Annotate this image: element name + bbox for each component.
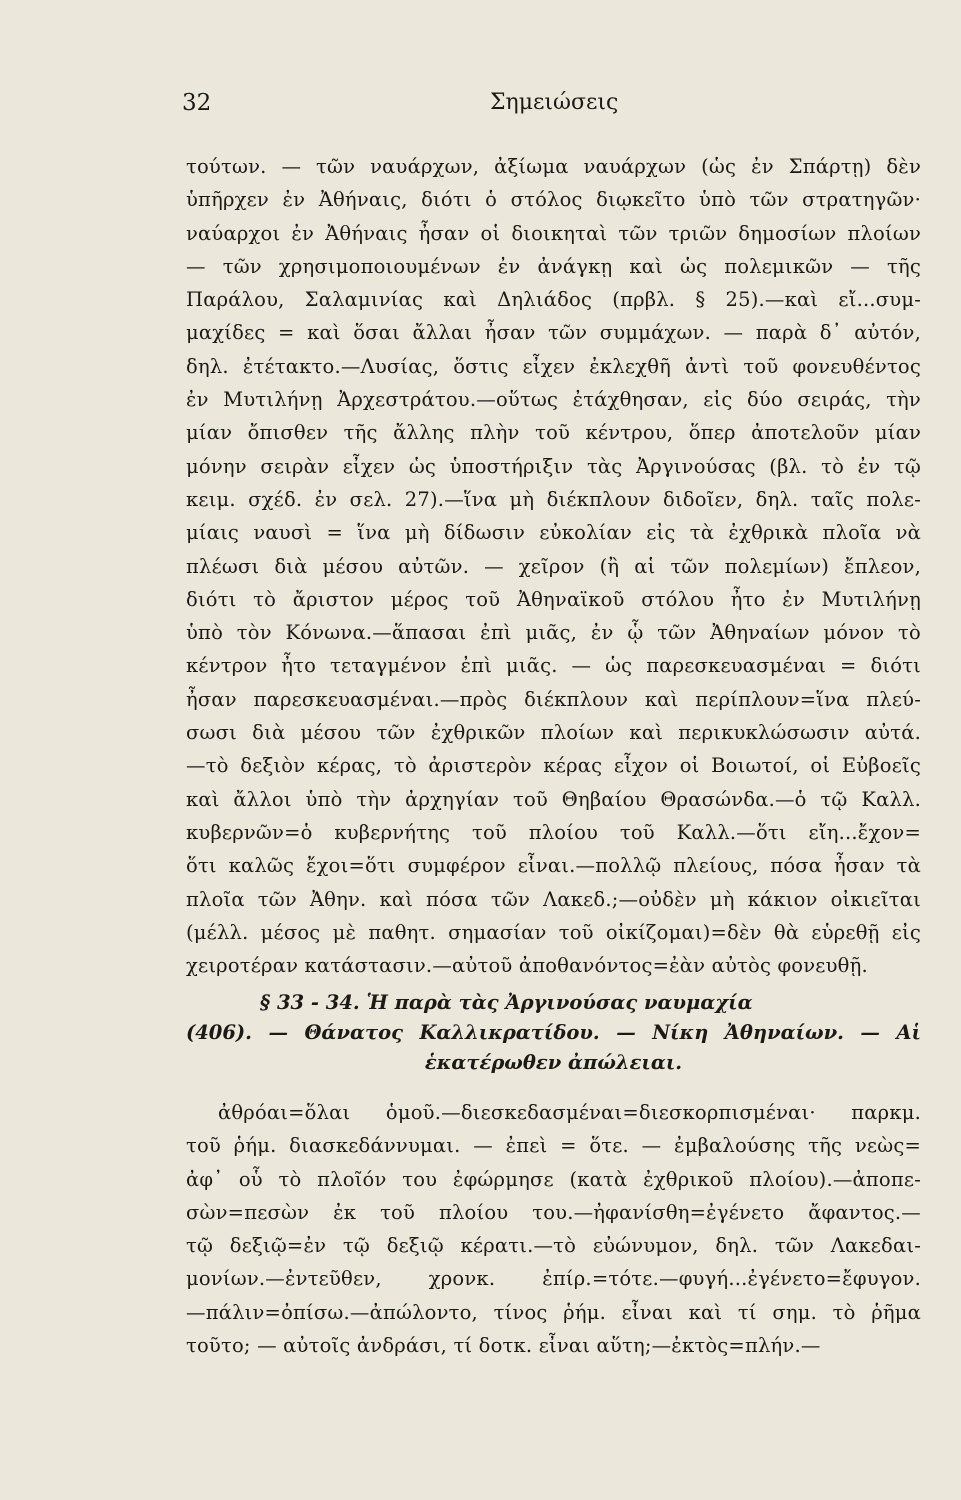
text-line: —τὸ δεξιὸν κέρας, τὸ ἀριστερὸν κέρας εἶχον οἱ Βοιωτοί, οἱ Εὐβοεῖς [186, 754, 921, 778]
text-line: μαχίδες = καὶ ὅσαι ἄλλαι ἦσαν τῶν συμμάχων. — παρὰ δ᾿ αὐτόν, [186, 321, 921, 345]
text-line: μίαν ὄπισθεν τῆς ἄλλης πλὴν τοῦ κέντρου, ὅπερ ἀποτελοῦν μίαν [186, 421, 921, 445]
heading-line: ἑκατέρωθεν ἀπώλειαι. [424, 1051, 683, 1074]
notes-paragraph [186, 150, 921, 982]
text-line: μόνην σειρὰν εἶχεν ὡς ὑποστήριξιν τὰς Ἀργινούσας (βλ. τὸ ἐν τῷ [186, 454, 921, 478]
text-line: τοῦ ῥήμ. διασκεδάννυμαι. — ἐπεὶ = ὅτε. — ἐμβαλούσης τῆς νεὼς= [186, 1134, 921, 1158]
text-line: τῷ δεξιῷ=ἐν τῷ δεξιῷ κέρατι.—τὸ εὐώνυμον, δηλ. τῶν Λακεδαι- [186, 1234, 921, 1258]
text-line: κυβερνῶν=ὁ κυβερνήτης τοῦ πλοίου τοῦ Καλλ.—ὅτι εἴη...ἔχον= [186, 820, 921, 844]
text-line: μίαις ναυσὶ = ἵνα μὴ δίδωσιν εὐκολίαν εἰς τὰ ἐχθρικὰ πλοῖα νὰ [186, 521, 921, 545]
text-line: σὼν=πεσὼν ἐκ τοῦ πλοίου του.—ἠφανίσθη=ἐγένετο ἄφαντος.— [186, 1200, 921, 1224]
page-number: 32 [182, 90, 212, 116]
text-line: ἦσαν παρεσκευασμέναι.—πρὸς διέκπλουν καὶ περίπλουν=ἵνα πλεύ- [186, 687, 921, 711]
text-line: ἐν Μυτιλήνῃ Ἀρχεστράτου.—οὕτως ἐτάχθησαν, εἰς δύο σειράς, τὴν [186, 388, 921, 412]
text-line: ὑπὸ τὸν Κόνωνα.—ἅπασαι ἐπὶ μιᾶς, ἐν ᾧ τῶν Ἀθηναίων μόνον τὸ [186, 621, 921, 645]
heading-line: § 33 - 34. Ἡ παρὰ τὰς Ἀργινούσας ναυμαχία [260, 991, 753, 1014]
text-line: — τῶν χρησιμοποιουμένων ἐν ἀνάγκῃ καὶ ὡς πολεμικῶν — τῆς [186, 254, 921, 278]
text-line: πλέωσι διὰ μέσου αὐτῶν. — χεῖρον (ἢ αἱ τῶν πολεμίων) ἔπλεον, [186, 554, 921, 578]
section-heading [186, 988, 921, 1078]
text-line: χειροτέραν κατάστασιν.—αὐτοῦ ἀποθανόντος=ἐὰν αὐτὸς φονευθῇ. [186, 954, 868, 978]
text-line: Παράλου, Σαλαμινίας καὶ Δηλιάδος (πρβλ. § 25).—καὶ εἴ...συμ- [186, 288, 921, 312]
text-line: τούτων. — τῶν ναυάρχων, ἀξίωμα ναυάρχων (ὡς ἐν Σπάρτῃ) δὲν [186, 155, 921, 178]
text-line: ὅτι καλῶς ἔχοι=ὅτι συμφέρον εἶναι.—πολλῷ πλείους, πόσα ἦσαν τὰ [186, 854, 921, 878]
notes-paragraph-2 [186, 1096, 921, 1362]
page-header [182, 90, 782, 124]
text-line: κέντρον ἦτο τεταγμένον ἐπὶ μιᾶς. — ὡς παρεσκευασμέναι = διότι [186, 654, 921, 678]
text-line: δηλ. ἐτέτακτο.—Λυσίας, ὅστις εἶχεν ἐκλεχθῆ ἀντὶ τοῦ φονευθέντος [186, 354, 921, 378]
heading-line: (406). — Θάνατος Καλλικρατίδου. — Νίκη Ἀθηναίων. — Αἱ [186, 1021, 921, 1044]
text-line: μονίων.—ἐντεῦθεν, χρονκ. ἐπίρ.=τότε.—φυγή...ἐγένετο=ἔφυγον. [186, 1267, 921, 1291]
text-line: κειμ. σχέδ. ἐν σελ. 27).—ἵνα μὴ διέκπλουν διδοῖεν, δηλ. ταῖς πολε- [186, 487, 921, 511]
text-line: ναύαρχοι ἐν Ἀθήναις ἦσαν οἱ διοικηταὶ τῶν τριῶν δημοσίων πλοίων [186, 221, 921, 245]
text-line: διότι τὸ ἄριστον μέρος τοῦ Ἀθηναϊκοῦ στόλου ἦτο ἐν Μυτιλήνῃ [186, 587, 921, 611]
text-line: ἀθρόαι=ὅλαι ὁμοῦ.—διεσκεδασμέναι=διεσκορπισμέναι· παρκμ. [218, 1101, 921, 1124]
text-line: (μέλλ. μέσος μὲ παθητ. σημασίαν τοῦ οἰκίζομαι)=δὲν θὰ εὑρεθῇ εἰς [186, 920, 921, 944]
text-line: καὶ ἄλλοι ὑπὸ τὴν ἀρχηγίαν τοῦ Θηβαίου Θρασώνδα.—ὁ τῷ Καλλ. [186, 787, 921, 811]
text-line: σωσι διὰ μέσου τῶν ἐχθρικῶν πλοίων καὶ περικυκλώσωσιν αὐτά. [186, 721, 921, 745]
running-title: Σημειώσεις [490, 90, 619, 115]
text-line: ἀφ᾿ οὗ τὸ πλοῖόν του ἐφώρμησε (κατὰ ἐχθρικοῦ πλοίου).—ἀποπε- [186, 1167, 921, 1191]
text-line: ὑπῆρχεν ἐν Ἀθήναις, διότι ὁ στόλος διῳκεῖτο ὑπὸ τῶν στρατηγῶν· [186, 188, 921, 212]
text-line: πλοῖα τῶν Ἀθην. καὶ πόσα τῶν Λακεδ.;—οὐδὲν μὴ κάκιον οἰκιεῖται [186, 887, 921, 911]
text-line: τοῦτο; — αὐτοῖς ἀνδράσι, τί δοτκ. εἶναι αὕτη;—ἐκτὸς=πλήν.— [186, 1334, 821, 1358]
text-line: —πάλιν=ὀπίσω.—ἀπώλοντο, τίνος ῥήμ. εἶναι καὶ τί σημ. τὸ ῥῆμα [186, 1300, 921, 1324]
